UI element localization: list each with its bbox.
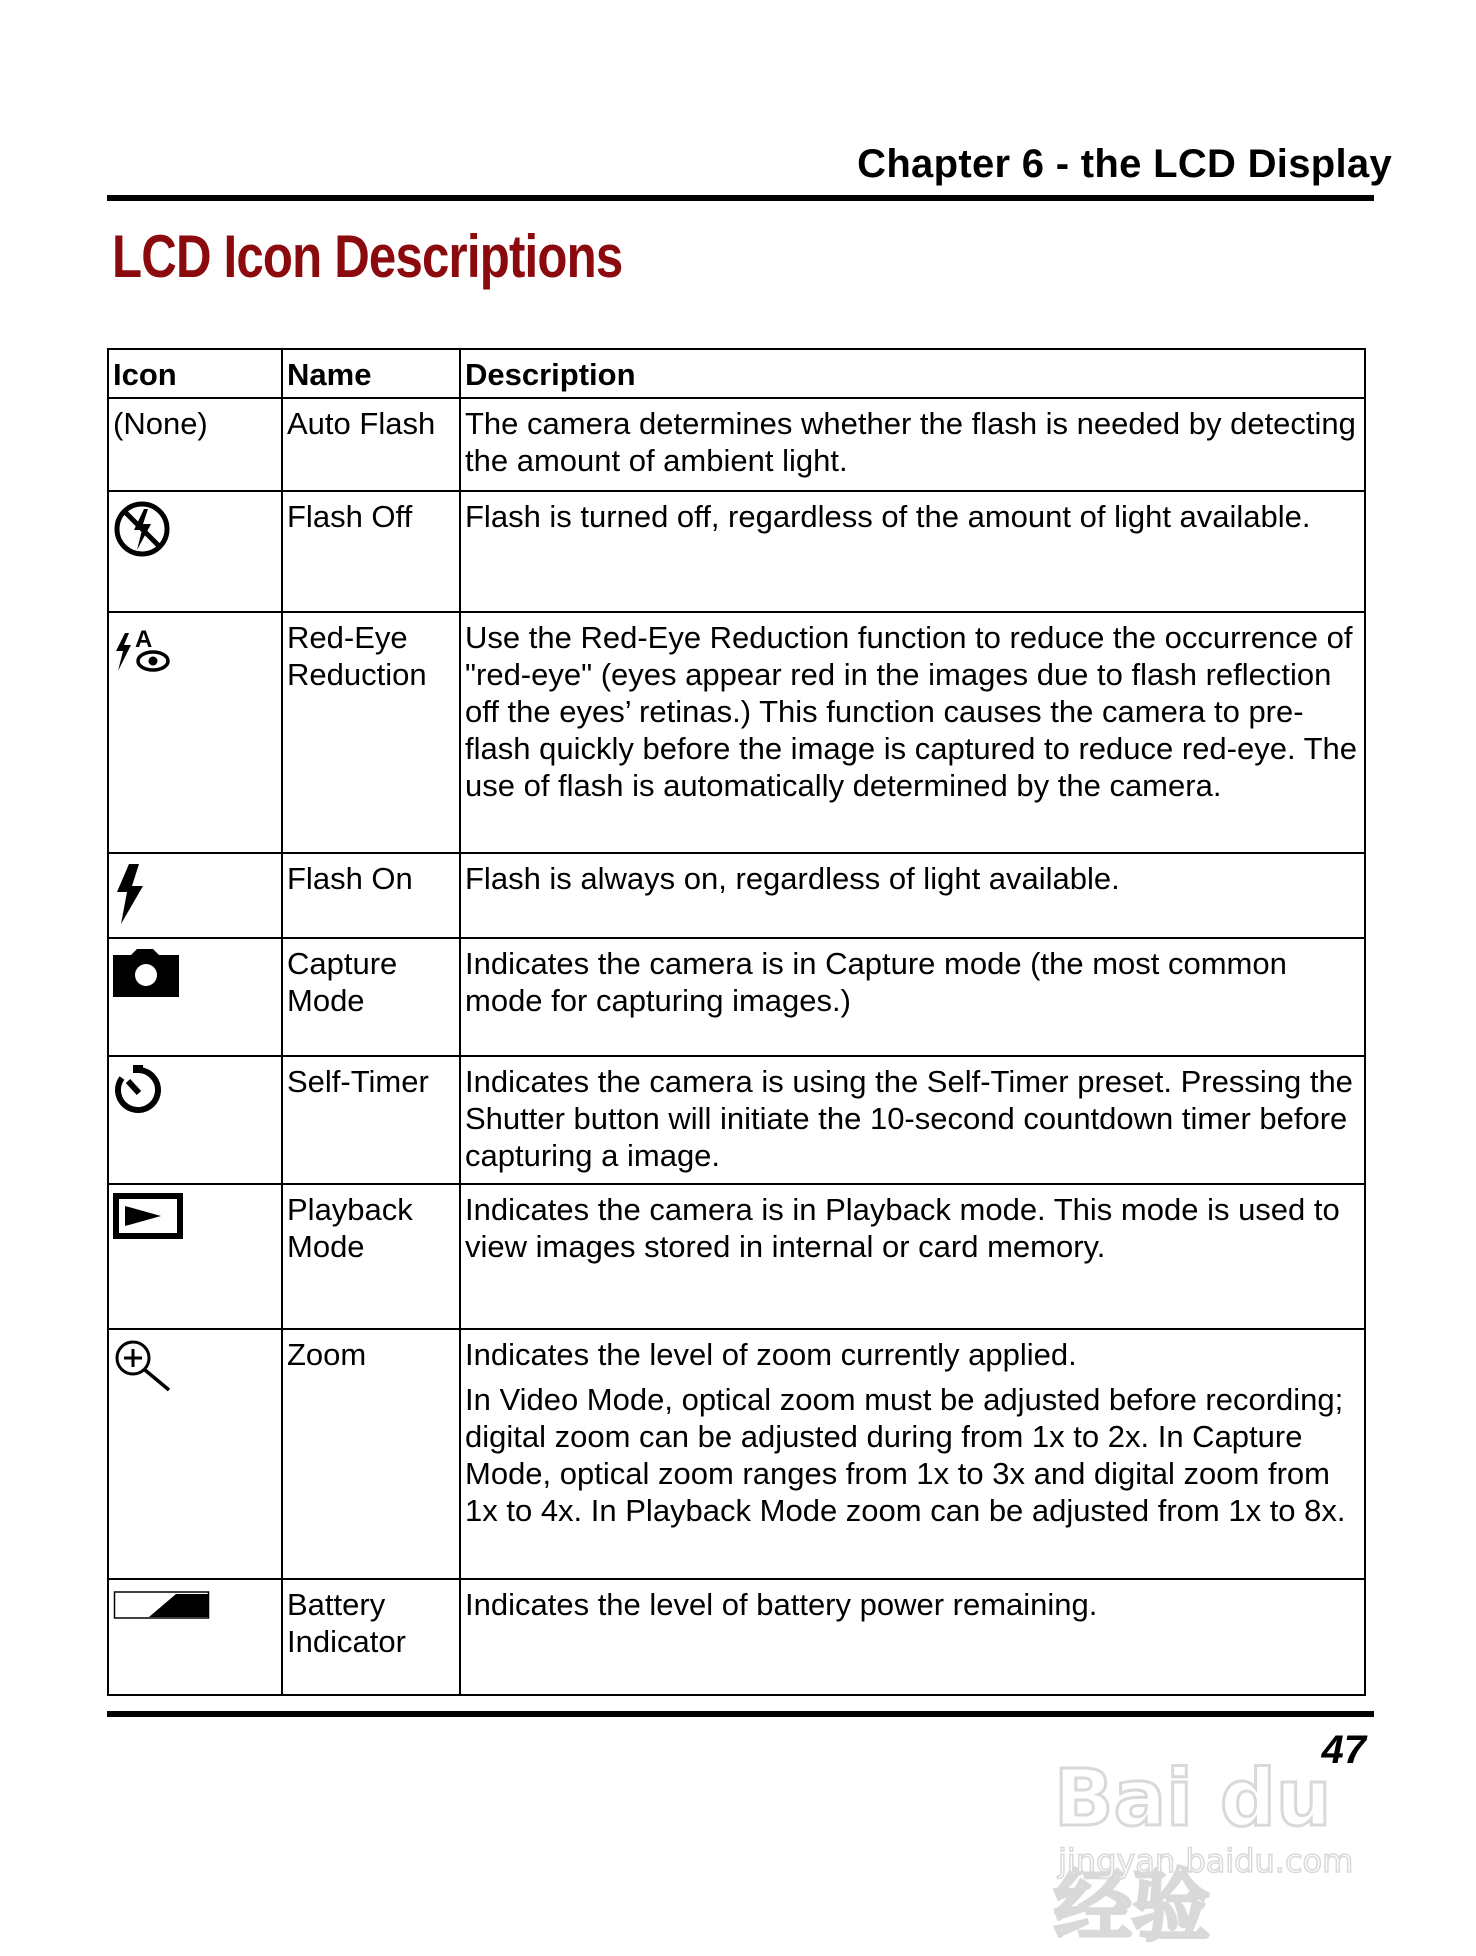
icon-cell bbox=[108, 612, 282, 853]
page-title: LCD Icon Descriptions bbox=[112, 223, 623, 290]
description-text: In Video Mode, optical zoom must be adjusted before recording; digital zoom can be adjusted during from 1x to 2x. In Capture Mode, optical zoom ranges from 1x to 3x and digital zoom from 1x to 4x. In Playback Mode zoom can be adjusted from 1x to 8x. bbox=[465, 1382, 1346, 1528]
chapter-header: Chapter 6 - the LCD Display bbox=[857, 142, 1392, 186]
icon-description bbox=[460, 938, 1365, 1056]
table-row bbox=[108, 398, 1365, 491]
icon-description bbox=[460, 1579, 1365, 1695]
description-text: Use the Red-Eye Reduction function to reduce the occurrence of "red-eye" (eyes appear red in the images due to flash reflection off the eyes’ retinas.) This function causes the camera to pre-flash quickly before the image is captured to reduce red-eye. The use of flash is automatically determined by the camera. bbox=[465, 620, 1358, 803]
header-rule bbox=[107, 195, 1374, 201]
description-text: Flash is always on, regardless of light available. bbox=[465, 861, 1120, 896]
description-text: Indicates the camera is in Playback mode. This mode is used to view images stored in internal or card memory. bbox=[465, 1192, 1340, 1264]
icon-cell bbox=[108, 398, 282, 491]
playback-icon bbox=[113, 1193, 183, 1239]
page-number: 47 bbox=[1321, 1728, 1366, 1772]
icon-name: Zoom bbox=[282, 1329, 460, 1579]
description-text: Indicates the level of zoom currently applied. bbox=[465, 1337, 1077, 1372]
icon-cell bbox=[108, 1056, 282, 1184]
description-text: The camera determines whether the flash is needed by detecting the amount of ambient light. bbox=[465, 406, 1356, 478]
table-row bbox=[108, 491, 1365, 612]
description-text: Indicates the camera is in Capture mode (the most common mode for capturing images.) bbox=[465, 946, 1287, 1018]
flash-on-icon bbox=[113, 862, 153, 926]
icon-description bbox=[460, 398, 1365, 491]
red-eye-icon bbox=[113, 621, 177, 681]
icon-description bbox=[460, 491, 1365, 612]
watermark-url: jingyan.baidu.com bbox=[1058, 1842, 1354, 1880]
description-text: Indicates the level of battery power remaining. bbox=[465, 1587, 1098, 1622]
description-text: Flash is turned off, regardless of the amount of light available. bbox=[465, 499, 1311, 534]
icon-cell bbox=[108, 1184, 282, 1329]
camera-icon bbox=[113, 947, 179, 997]
header-icon: Icon bbox=[108, 349, 282, 398]
footer-rule bbox=[107, 1711, 1374, 1717]
icon-name: Flash On bbox=[282, 853, 460, 938]
icon-description bbox=[460, 1184, 1365, 1329]
icon-name: Flash Off bbox=[282, 491, 460, 612]
icon-name: Auto Flash bbox=[282, 398, 460, 491]
red-eye-letter: A bbox=[135, 626, 153, 653]
table-header-row bbox=[108, 349, 1365, 398]
table-row bbox=[108, 853, 1365, 938]
battery-icon bbox=[113, 1588, 213, 1622]
icon-description bbox=[460, 1056, 1365, 1184]
icon-none-text: (None) bbox=[113, 406, 208, 441]
header-name: Name bbox=[282, 349, 460, 398]
icon-description bbox=[460, 612, 1365, 853]
icon-cell bbox=[108, 1329, 282, 1579]
icon-name: Battery Indicator bbox=[282, 1579, 460, 1695]
watermark bbox=[1048, 1730, 1398, 1952]
icon-name: Playback Mode bbox=[282, 1184, 460, 1329]
icon-cell bbox=[108, 1579, 282, 1695]
table-row bbox=[108, 1056, 1365, 1184]
icon-name: Capture Mode bbox=[282, 938, 460, 1056]
icon-table bbox=[107, 348, 1366, 1696]
icon-cell bbox=[108, 491, 282, 612]
zoom-icon bbox=[113, 1338, 175, 1394]
table-row bbox=[108, 1329, 1365, 1579]
header-description: Description bbox=[460, 349, 1365, 398]
flash-off-icon bbox=[113, 500, 171, 558]
table-row bbox=[108, 612, 1365, 853]
icon-name: Red-Eye Reduction bbox=[282, 612, 460, 853]
icon-cell bbox=[108, 938, 282, 1056]
watermark-logo: Bai du 经验 bbox=[1054, 1754, 1332, 1952]
icon-description bbox=[460, 1329, 1365, 1579]
icon-name: Self-Timer bbox=[282, 1056, 460, 1184]
icon-cell bbox=[108, 853, 282, 938]
description-text: Indicates the camera is using the Self-Timer preset. Pressing the Shutter button will initiate the 10-second countdown timer before capturing a image. bbox=[465, 1064, 1353, 1173]
table-row bbox=[108, 938, 1365, 1056]
table-row bbox=[108, 1184, 1365, 1329]
icon-description bbox=[460, 853, 1365, 938]
self-timer-icon bbox=[113, 1065, 163, 1115]
table-row bbox=[108, 1579, 1365, 1695]
